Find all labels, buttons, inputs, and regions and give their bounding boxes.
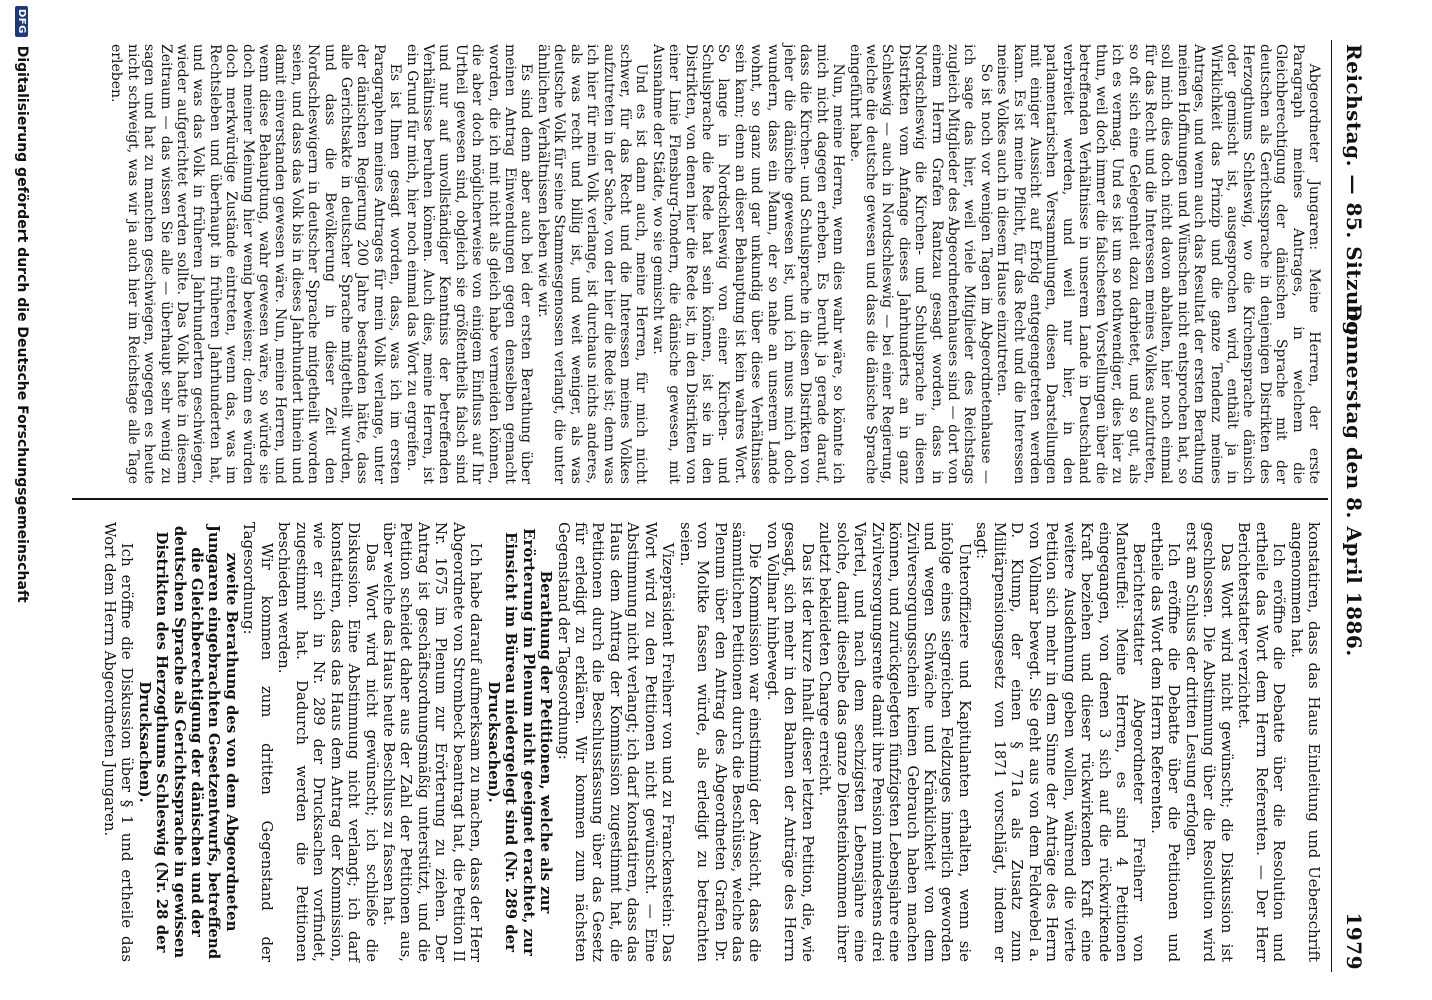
right-paragraph: Die Kommission war einstimmig der Ansicht, dass die sämmtlichen Petitionen durch die Beschlüsse, welche das Plenum über den Antrag des Abgeordneten Grafen Dr. von Moltke fassen würde, als erledigt zu betrachten seien. xyxy=(676,522,765,962)
right-paragraph: Ich eröffne die Debatte über die Resolution und ertheile das Wort dem Herrn Referenten. — Der Herr Berichterstatter verzichtet. xyxy=(1235,522,1289,962)
right-paragraph: Das ist der kurze Inhalt dieser letzten Petition, die, wie gesagt, sich mehr in den Bahnen der Anträge des Herrn von Vollmar hinbewegt. xyxy=(763,522,817,962)
header-left: Reichstag. — 85. Sitzung. xyxy=(1342,44,1366,343)
left-paragraph: Nun, meine Herren, wenn dies wahr wäre, so könnte ich mich nicht dagegen erheben. Es beruht ja gerade darauf, dass die Kirchen- und Schulsprache in diesen Distrikten von jeher die dänische gewesen ist, und ich muss mich doch wundern, dass ein Mann, der so nahe an unserem Lande wohnt, so ganz und gar unkundig über diese Verhältnisse sein kann; denn an dieser Behauptung ist kein wahres Wort. So lange in Nordschleswig von einer Kirchen- und Schulsprache die Rede hat sein können, ist sie in den Distrikten, von denen hier die Rede ist, in den Distrikten von einer Linie Flensburg-Tondern, die dänische gewesen, mit Ausnahme der Städte, wo sie gemischt war. xyxy=(649,44,847,484)
right-paragraph: Das Wort wird nicht gewünscht; ich schließe die Diskussion. Eine Abstimmung nicht verlangt; ich darf konstatiren, dass das Haus dem Antrag der Kommission, wie er sich in Nr. 289 der Drucksachen vorfindet, zugestimmt hat. Dadurch werden die Petitionen beschieden werden. xyxy=(275,522,381,962)
running-header xyxy=(1336,44,1366,970)
agenda-item-heading: zweite Berathung des von dem Abgeordneten Jungaren eingebrachten Gesetzentwurfs, betreffend die Gleichberechtigung der dänischen und der deutschen Sprache als Gerichtssprache in gewissen Distrikten des Herzogthums Schleswig (Nr. 28 der Drucksachen). xyxy=(135,524,241,960)
right-paragraph: Unteroffiziere und Kapitulanten erhalten, wenn sie infolge eines siegreichen Feldzuges innerlich geworden und wegen Schwäche und Kränklichkeit von dem Zivilversorgungsschein keinen Gebrauch haben machen können, und zurückgelegten fünfzigsten Lebensjahre eine Zivilversorgungsrente damit ihre Pension mindestens drei Viertel, und nach dem sechzigsten Lebensjahre eine solche, damit dieselbe das ganze Diensteinkommen ihrer zuletzt bekleideten Charge erreicht. xyxy=(816,522,974,962)
dfg-logo: DFG xyxy=(16,6,29,37)
digitization-footer xyxy=(14,0,30,1000)
right-paragraph: Das Wort wird nicht gewünscht; die Diskussion ist geschlossen. Die Abstimmung über die Resolution wird erst am Schluss der dritten Lesung erfolgen. xyxy=(1182,522,1236,962)
left-paragraph: Es sind denn aber auch bei der ersten Berathung über meinen Antrag Einwendungen gegen denselben gemacht worden, die ich mit nicht als gleich habe vermeiden können, die aber doch möglicherweise von einigem Einfluss auf Ihr Urtheil gewesen sind, obgleich sie größtentheils falsch sind und nur auf unvollständiger Kenntniss der betreffenden Verhältnisse beruhen können. Auch dies, meine Herren, ist ein Grund für mich, hier noch einmal das Wort zu ergreifen. xyxy=(403,44,535,484)
right-paragraph: Wir kommen zum dritten Gegenstand der Tagesordnung: xyxy=(240,522,276,962)
right-paragraph: Vizepräsident Freiherr von und zu Franckenstein: Das Wort wird zu den Petitionen nicht gewünscht. — Eine Abstimmung nicht verlangt; ich darf konstatiren, dass das Haus dem Antrag der Kommission zugestimmt hat, die Petitionen durch die Beschlussfassung über das Gesetz für erledigt zu erklären. Wir kommen zum nächsten Gegenstand der Tagesordnung: xyxy=(554,522,678,962)
right-paragraph: Ich eröffne die Diskussion über § 1 und ertheile das Wort dem Herrn Abgeordneten Jungaren. xyxy=(100,522,137,962)
left-paragraph: So ist noch vor wenigen Tagen im Abgeordnetenhause — ich sage das hier, weil viele Mitglieder des Reichstags zugleich Mitglieder des Abgeordnetenhauses sind — dort von einem Herrn Grafen Rantzau gesagt worden, dass in Nordschleswig die Kirchen- und Schulsprache in diesen Distrikten vom Anfange dieses Jahrhunderts an in ganz Schleswig — auch in Nordschleswig — bei einer Regierung, welche die deutsche gewesen und dass die dänische Sprache eingeführt habe. xyxy=(846,44,994,484)
page-number: 1979 xyxy=(1342,912,1366,970)
left-paragraph: Es ist Ihnen gesagt worden, dass, was ich im ersten Paragraphen meines Antrages für mein Volk verlange, unter der dänischen Regierung 200 Jahre bestanden hätte, dass alle Gerichtsakte in deutscher Sprache mitgetheilt wurden, und dass die Bevölkerung in dieser Zeit den Nordschleswigern in deutscher Sprache mitgetheilt worden seien, und dass das Volk bis in dieses Jahrhundert hinein und damit einverstanden gewesen wäre. Nun, meine Herren, und wenn diese Behauptung, wahr gewesen wäre, so würde sie doch meiner Meinung hier wenig beweisen; denn es würden doch merkwürdige Zustände eintreten, wenn das, was im Rechtsleben und überhaupt in früheren Jahrhunderten hat, und was das Volk in früheren Jahrhunderten geschwiegen, wieder aufgerichtet werden sollte. Das Volk hatte in diesem Zeitraum — das wissen Sie alle — überhaupt sehr wenig zu sagen und hat zu manchen geschwiegen, wogegen es heute nicht schweigt, was wir ja auch hier im Reichstage alle Tage erleben. xyxy=(108,44,404,484)
right-paragraph: Berichterstatter Abgeordneter Freiherr von Manteuffel: Meine Herren, es sind 4 Petitionen eingegangen, von denen 3 sich auf die rückwirkende Kraft beziehen und dieser rückwirkenden Kraft eine weitere Ausdehnung geben wollen, während die vierte Petition sich mehr in dem Sinne der Anträge des Herrn von Vollmar bewegt. Sie geht aus von dem Feldwebel a. D. Klump, der einen § 71a als Zusatz zum Militärpensionsgesetz von 1871 vorschlägt, indem er sagt: xyxy=(973,522,1149,962)
column-divider xyxy=(72,498,1328,500)
right-paragraph: konstatiren, dass das Haus Einleitung und Ueberschrift angenommen hat. xyxy=(1287,522,1323,962)
left-paragraph: Abgeordneter Jungaren: Meine Herren, der erste Paragraph meines Antrages, in welchem die Gleichberechtigung der dänischen Sprache mit der deutschen als Gerichtssprache in denjenigen Distrikten des Herzogthums Schleswig, wo die Kirchensprache dänisch oder gemischt ist, ausgesprochen wird, enthält ja in Wirklichkeit das Prinzip und die ganze Tendenz meines Antrages, und wenn auch das Resultat der ersten Berathung meinen Hoffnungen und Wünschen nicht entsprochen hat, so soll mich dies doch nicht davon abhalten, hier noch einmal für das Recht und die Interessen meines Volkes aufzutreten, so oft sich eine Gelegenheit dazu darbietet, und so gut, als ich es vermag. Und es ist um so nothwendiger, dies hier zu thun, weil doch immer die falschesten Vorstellungen über die betreffenden Verhältnisse in unserem Lande in Deutschland verbreitet werden, und weil nur hier, in den parlamentarischen Versammlungen, diesen Darstellungen mit einiger Aussicht auf Erfolg entgegengetreten werden kann. Es ist meine Pflicht, für das Recht und die Interessen meines Volkes auch in diesem Hause einzutreten. xyxy=(994,44,1322,484)
right-paragraph: Ich eröffne die Debatte über die Petitionen und ertheile das Wort dem Herrn Referenten. xyxy=(1147,522,1184,962)
left-paragraph: Und es ist dann auch, meine Herren, für mich nicht schwer, für das Recht und die Interessen meines Volkes aufzutreten in der Sache, von der hier die Rede ist; denn was ich hier für mein Volk verlange, ist durchaus nichts anderes, als was recht und billig ist, und weit weniger, als was deutsche Volk für seine Stammesgenossen verlangt, die unter ähnlichen Verhältnissen leben wie wir. xyxy=(534,44,650,484)
header-date: Donnerstag den 8. April 1886. xyxy=(1342,304,1366,657)
right-paragraph: Ich habe darauf aufmerksam zu machen, dass der Herr Abgeordnete von Strombeck beantragt hat, die Petition II Nr. 1675 im Plenum zur Erörterung zu ziehen. Der Antrag ist geschäftsordnungsmäßig unterstützt, und die Petition scheidet daher aus der Zahl der Petitionen aus, über welche das Haus heute Beschluss zu fassen hat. xyxy=(379,522,486,962)
agenda-item-heading: Berathung der Petitionen, welche als zur Erörterung im Plenum nicht geeignet erachtet, zur Einsicht im Büreau niedergelegt sind (Nr. 289 der Drucksachen). xyxy=(484,528,556,956)
left-column xyxy=(108,44,1322,484)
right-column xyxy=(100,522,1322,962)
header-rule xyxy=(1331,40,1332,972)
footer-text: Digitalisierung gefördert durch die Deutsche Forschungsgemeinschaft xyxy=(14,45,30,603)
